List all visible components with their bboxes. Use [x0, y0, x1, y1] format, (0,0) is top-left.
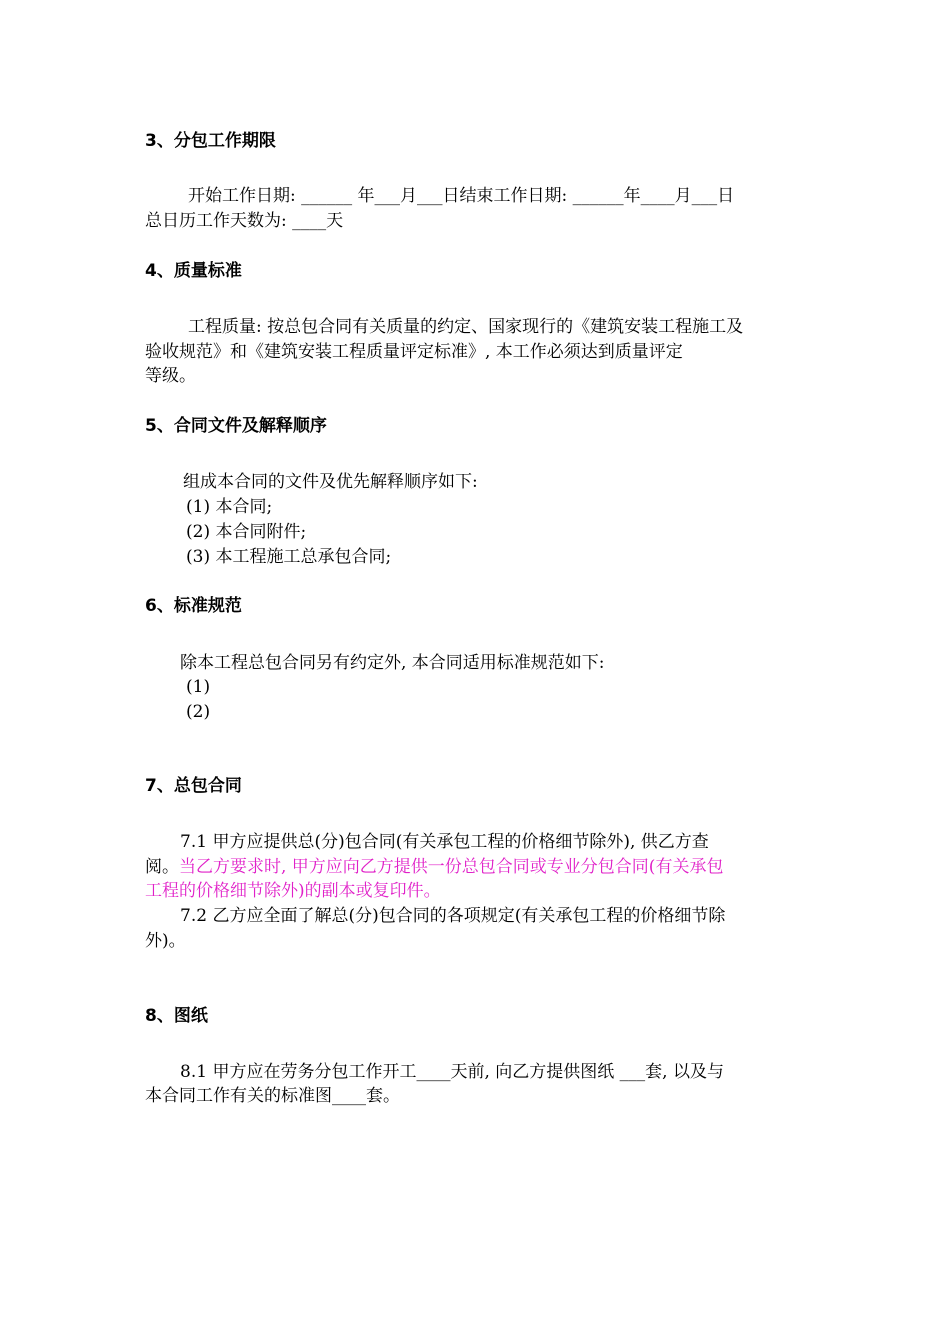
section-7-1-highlighted-text: 当乙方要求时, 甲方应向乙方提供一份总包合同或专业分包合同(有关承包	[179, 857, 724, 877]
section-7-1-line-1: 7.1 甲方应提供总(分)包合同(有关承包工程的价格细节除外), 供乙方查	[180, 832, 709, 852]
section-4-heading: 4、质量标准	[145, 261, 242, 281]
section-4-line-2: 验收规范》和《建筑安装工程质量评定标准》, 本工作必须达到质量评定	[145, 342, 683, 362]
section-6-heading: 6、标准规范	[145, 596, 242, 616]
section-7-1-highlighted-line-3: 工程的价格细节除外)的副本或复印件。	[145, 881, 441, 901]
section-6-item-2: (2)	[186, 702, 211, 722]
section-8-heading: 8、图纸	[145, 1006, 208, 1026]
section-3-heading: 3、分包工作期限	[145, 131, 276, 151]
section-5-item-1: (1) 本合同;	[186, 497, 273, 517]
section-3-dates-line: 开始工作日期: ______ 年___月___日结束工作日期: ______年____月___日	[188, 186, 735, 206]
section-5-item-3: (3) 本工程施工总承包合同;	[186, 547, 392, 567]
section-7-heading: 7、总包合同	[145, 776, 242, 796]
section-4-line-1: 工程质量: 按总包合同有关质量的约定、国家现行的《建筑安装工程施工及	[188, 317, 744, 337]
section-7-1-line-2	[145, 855, 723, 879]
section-6-intro: 除本工程总包合同另有约定外, 本合同适用标准规范如下:	[180, 653, 605, 673]
section-4-line-3: 等级。	[145, 366, 196, 386]
section-5-intro: 组成本合同的文件及优先解释顺序如下:	[183, 472, 478, 492]
section-6-item-1: (1)	[186, 677, 211, 697]
section-7-2-line-1: 7.2 乙方应全面了解总(分)包合同的各项规定(有关承包工程的价格细节除	[180, 906, 726, 926]
section-5-item-2: (2) 本合同附件;	[186, 522, 307, 542]
section-8-1-line-1: 8.1 甲方应在劳务分包工作开工____天前, 向乙方提供图纸 ___套, 以及与	[180, 1062, 724, 1082]
section-8-1-line-2: 本合同工作有关的标准图____套。	[145, 1086, 400, 1106]
section-7-1-line-2-plain: 阅。	[145, 857, 179, 877]
section-7-2-line-2: 外)。	[145, 931, 186, 951]
section-3-total-days-line: 总日历工作天数为: ____天	[145, 211, 344, 231]
section-5-heading: 5、合同文件及解释顺序	[145, 416, 327, 436]
